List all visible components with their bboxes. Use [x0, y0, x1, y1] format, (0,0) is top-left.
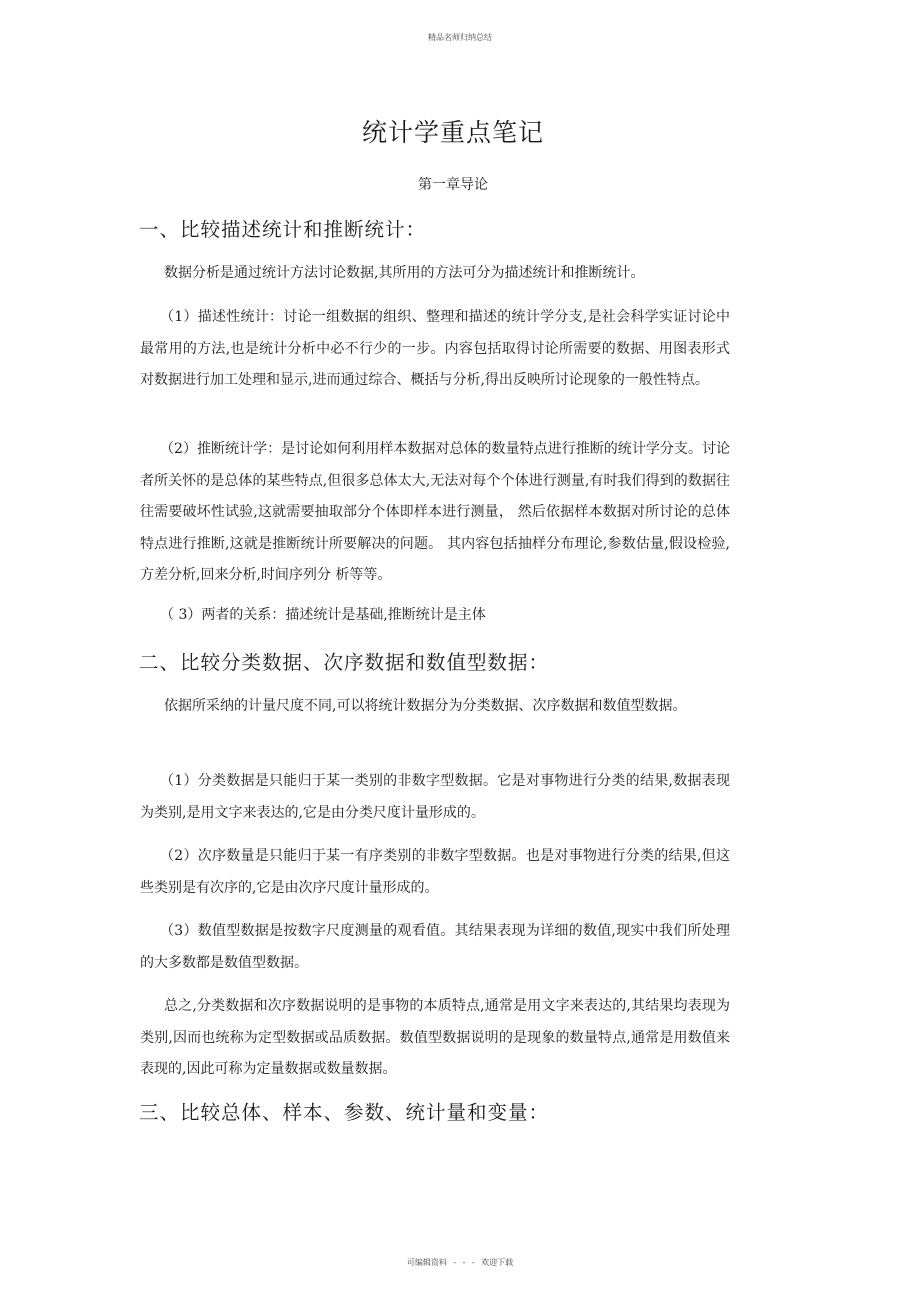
section-1-descriptive-paragraph: （1）描述性统计：讨论一组数据的组织、整理和描述的统计学分支,是社会科学实证讨论中最常用的方法,也是统计分析中必不行少的一步。内容包括取得讨论所需要的数据、用图表形式对数据进行加工处理和显示,进而通过综合、概括与分析,得出反映所讨论现象的一般性特点。 [140, 309, 730, 388]
section-1-relation-paragraph: （ 3）两者的关系：描述统计是基础,推断统计是主体 [160, 607, 486, 623]
document-title: 统计学重点笔记 [361, 118, 544, 147]
chapter-title: 第一章导论 [418, 177, 488, 193]
section-2-intro-paragraph: 依据所采纳的计量尺度不同,可以将统计数据分为分类数据、次序数据和数值型数据。 [164, 698, 687, 714]
section-2-summary-paragraph: 总之,分类数据和次序数据说明的是事物的本质特点,通常是用文字来表达的,其结果均表现为类别,因而也统称为定型数据或品质数据。数值型数据说明的是现象的数量特点,通常是用数值来表现的,因此可称为定量数据或数量数据。 [140, 998, 730, 1077]
section-2-categorical-paragraph: （1）分类数据是只能归于某一类别的非数字型数据。它是对事物进行分类的结果,数据表现为类别,是用文字来表达的,它是由分类尺度计量形成的。 [140, 773, 730, 821]
section-2-numeric-paragraph: （3）数值型数据是按数字尺度测量的观看值。其结果表现为详细的数值,现实中我们所处理的大多数都是数值型数据。 [140, 923, 730, 971]
section-1-inferential-paragraph: （2）推断统计学：是讨论如何利用样本数据对总体的数量特点进行推断的统计学分支。讨论者所关怀的是总体的某些特点,但很多总体太大,无法对每个个体进行测量,有时我们得到的数据往往需要破坏性试验,这就需要抽取部分个体即样本进行测量， 然后依据样本数据对所讨论的总体特点进行推断,这就是推断统计所要解决的问题。 其内容包括抽样分布理论,参数估量,假设检验,方差分析,回来分析,时间序列分 析等等。 [140, 441, 730, 583]
section-1-intro-paragraph: 数据分析是通过统计方法讨论数据,其所用的方法可分为描述统计和推断统计。 [164, 265, 645, 281]
page-header: 精品名师归纳总结 [428, 33, 492, 42]
section-heading-2: 二、比较分类数据、次序数据和数值型数据： [139, 651, 550, 674]
page-footer: 可编辑资料 - - - 欢迎下载 [406, 1258, 514, 1267]
section-heading-1: 一、比较描述统计和推断统计： [139, 218, 427, 241]
section-2-ordinal-paragraph: （2）次序数量是只能归于某一有序类别的非数字型数据。也是对事物进行分类的结果,但这些类别是有次序的,它是由次序尺度计量形成的。 [140, 848, 730, 896]
section-heading-3: 三、比较总体、样本、参数、统计量和变量： [139, 1101, 550, 1124]
